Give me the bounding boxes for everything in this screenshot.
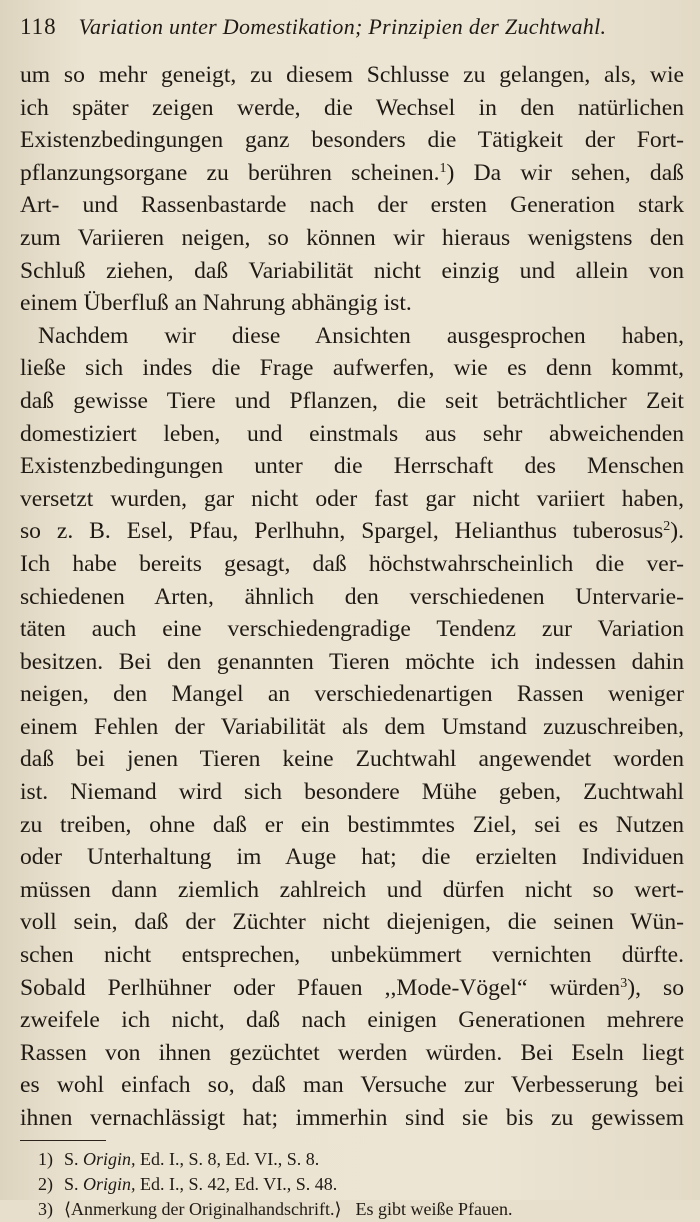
footnote-text: S. xyxy=(64,1173,79,1194)
text-line: ich später zeigen werde, die Wechsel in den natürlichen xyxy=(20,94,684,121)
text-line: schen nicht entsprechen, unbekümmert vernichten dürfte. xyxy=(20,942,684,969)
footnote-ref: 2 xyxy=(663,519,671,535)
footnotes xyxy=(20,1147,684,1222)
text-line: oder Unterhaltung im Auge hat; die erzielten Individuen xyxy=(20,844,684,871)
footnote-ref: 1 xyxy=(439,160,447,176)
text-line: versetzt wurden, gar nicht oder fast gar nicht variiert haben, xyxy=(20,485,684,512)
body-text xyxy=(20,59,684,1135)
page-header xyxy=(20,14,684,49)
text-fragment: ). xyxy=(670,518,684,545)
text-line: ließe sich indes die Frage aufwerfen, wie es denn kommt, xyxy=(20,355,684,382)
text-line: daß gewisse Tiere und Pflanzen, die seit beträchtlicher Zeit xyxy=(20,387,684,414)
text-line: Existenzbedingungen unter die Herrschaft des Menschen xyxy=(20,453,684,480)
text-line: Existenzbedingungen ganz besonders die Tätigkeit der Fort- xyxy=(20,127,684,154)
text-line: Art- und Rassenbastarde nach der ersten Generation stark xyxy=(20,192,684,219)
text-line: Schluß ziehen, daß Variabilität nicht einzig und allein von xyxy=(20,257,684,284)
text-line: daß bei jenen Tieren keine Zuchtwahl angewendet worden xyxy=(20,746,684,773)
footnote-text: Ed. I., S. 8, Ed. VI., S. 8. xyxy=(140,1148,320,1169)
text-line: ist. Niemand wird sich besondere Mühe geben, Zuchtwahl xyxy=(20,779,684,806)
text-line: ihnen vernachlässigt hat; immerhin sind sie bis zu gewissem xyxy=(20,1105,684,1131)
footnote xyxy=(38,1172,684,1197)
text-line: zweifele ich nicht, daß nach einigen Generationen mehrere xyxy=(20,1007,684,1034)
text-line: zum Variieren neigen, so können wir hieraus wenigstens den xyxy=(20,224,684,251)
text-fragment: ), so xyxy=(627,974,684,1001)
footnote xyxy=(38,1197,684,1222)
footnote-number: 2) xyxy=(38,1173,53,1194)
text-line xyxy=(20,972,684,1005)
text-line: zu treiben, ohne daß er ein bestimmtes Ziel, sei es Nutzen xyxy=(20,811,684,838)
text-line: domestiziert leben, und einstmals aus sehr abweichenden xyxy=(20,420,684,447)
text-line: schiedenen Arten, ähnlich den verschiedenen Untervarie- xyxy=(20,583,684,610)
text-line: neigen, den Mangel an verschiedenartigen Rassen weniger xyxy=(20,681,684,708)
running-head: Variation unter Domestikation; Prinzipien der Zuchtwahl. xyxy=(78,14,607,39)
footnote-title: Origin, xyxy=(83,1148,136,1169)
text-line: Rassen von ihnen gezüchtet werden würden. Bei Eseln liegt xyxy=(20,1039,684,1066)
footnote-text: Es gibt weiße Pfauen. xyxy=(355,1198,513,1219)
footnote-text: Ed. I., S. 42, Ed. VI., S. 48. xyxy=(140,1173,338,1194)
text-fragment: ) Da wir sehen, daß xyxy=(446,159,684,186)
text-fragment: so z. B. Esel, Pfau, Perlhuhn, Spargel, Helianthus tuberosus xyxy=(20,518,664,545)
page-number: 118 xyxy=(20,14,57,39)
text-line: müssen dann ziemlich zahlreich und dürfen nicht so wert- xyxy=(20,876,684,903)
text-line: einem Überfluß an Nahrung abhängig ist. xyxy=(20,290,412,317)
footnote-number: 1) xyxy=(38,1148,53,1169)
text-line xyxy=(20,157,684,190)
footnote-divider xyxy=(20,1140,106,1141)
text-line: voll sein, daß der Züchter nicht diejenigen, die seinen Wün- xyxy=(20,909,684,936)
footnote-title: Origin, xyxy=(83,1173,136,1194)
text-fragment: Sobald Perlhühner oder Pfauen ,,Mode-Vögel“ würden xyxy=(20,974,621,1001)
text-fragment: pflanzungsorgane zu berühren scheinen. xyxy=(20,159,440,186)
footnote-text: ⟨Anmerkung der Originalhandschrift.⟩ xyxy=(64,1198,342,1219)
text-line: es wohl einfach so, daß man Versuche zur Verbesserung bei xyxy=(20,1072,684,1099)
text-line: um so mehr geneigt, zu diesem Schlusse zu gelangen, als, wie xyxy=(20,62,684,88)
text-line: Ich habe bereits gesagt, daß höchstwahrscheinlich die ver- xyxy=(20,550,684,577)
text-line: besitzen. Bei den genannten Tieren möchte ich indessen dahin xyxy=(20,648,684,675)
text-line: Nachdem wir diese Ansichten ausgesprochen haben, xyxy=(38,322,684,349)
text-line: täten auch eine verschiedengradige Tendenz zur Variation xyxy=(20,616,684,643)
footnote xyxy=(38,1147,684,1172)
footnote-number: 3) xyxy=(38,1198,53,1219)
footnote-ref: 3 xyxy=(620,975,628,991)
footnote-text: S. xyxy=(64,1148,79,1169)
text-line: einem Fehlen der Variabilität als dem Umstand zuzuschreiben, xyxy=(20,713,684,740)
text-line xyxy=(20,515,684,548)
